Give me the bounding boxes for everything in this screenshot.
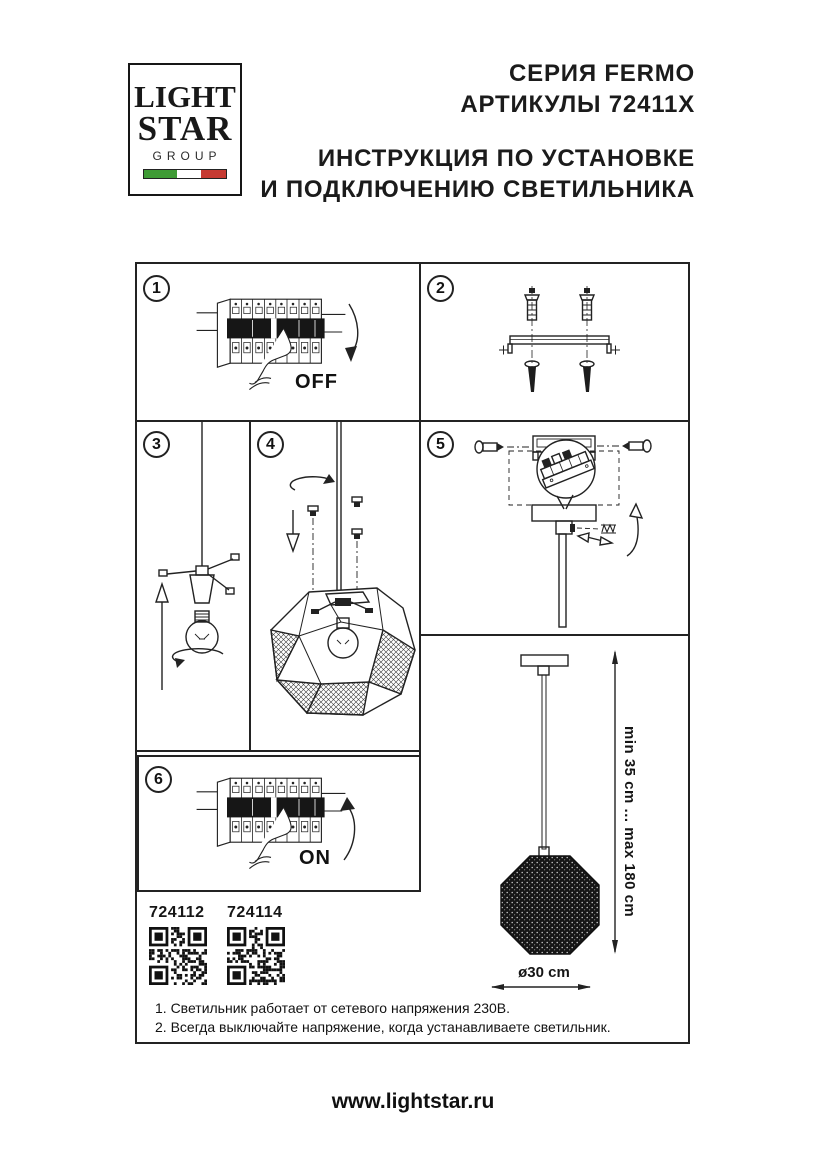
breaker-on-drawing	[137, 755, 421, 892]
safety-notes	[155, 999, 611, 1037]
arrow-down-icon	[287, 510, 299, 551]
flag-green-segment	[144, 170, 177, 178]
faceted-shade-icon	[271, 588, 415, 715]
step-2-panel	[421, 264, 688, 420]
pendant-drawing	[421, 636, 688, 1046]
logo-word-star: STAR	[137, 109, 233, 148]
breaker-off-drawing	[137, 264, 419, 420]
lamp-holder-icon	[159, 554, 239, 603]
articles-title: АРТИКУЛЫ 72411X	[460, 91, 695, 118]
pendant-dimensions-panel	[421, 636, 688, 1046]
rotate-arrow-icon	[173, 649, 223, 668]
step-1-badge: 1	[143, 275, 170, 302]
height-dimension-line	[612, 650, 618, 954]
step-4-badge: 4	[257, 431, 284, 458]
flag-red-segment	[201, 170, 226, 178]
arrow-down-icon	[345, 304, 358, 362]
step-3-panel	[137, 422, 249, 750]
step-6-panel	[137, 755, 421, 892]
ceiling-canopy-icon	[521, 655, 568, 675]
step-4-panel	[251, 422, 419, 750]
series-title: СЕРИЯ FERMO	[509, 60, 695, 87]
screw-icon	[580, 361, 594, 392]
on-label: ON	[299, 847, 331, 869]
step-5-panel	[421, 422, 688, 634]
note-line-2: 2. Всегда выключайте напряжение, когда устанавливаете светильник.	[155, 1019, 611, 1035]
canopy-mount-drawing	[421, 422, 688, 634]
rotate-arrow-icon	[290, 474, 335, 490]
bracket-hardware-drawing	[421, 264, 688, 420]
arrow-up-icon	[340, 797, 355, 860]
height-range-label: min 35 cm ... max 180 cm	[621, 726, 638, 918]
diameter-dimension-line	[491, 984, 591, 990]
step-5-badge: 5	[427, 431, 454, 458]
bulb-install-drawing	[137, 422, 249, 750]
instruction-sheet	[135, 262, 690, 1044]
ceiling-canopy-icon	[532, 505, 596, 627]
off-label: OFF	[295, 371, 338, 393]
screw-icon	[525, 361, 539, 392]
light-bulb-icon	[186, 611, 218, 653]
logo-word-light: LIGHT	[134, 79, 236, 114]
step-6-badge: 6	[145, 766, 172, 793]
logo-word-group: GROUP	[152, 149, 222, 163]
mounting-bar-icon	[499, 336, 620, 355]
instruction-title-line1: ИНСТРУКЦИЯ ПО УСТАНОВКЕ	[317, 145, 695, 172]
website-url: www.lightstar.ru	[331, 1090, 495, 1113]
qr-code	[149, 927, 207, 985]
article-number-2: 724114	[227, 904, 283, 921]
lightstar-logo	[128, 63, 242, 196]
note-line-1: 1. Светильник работает от сетевого напряжения 230В.	[155, 1000, 511, 1016]
suspension-cable	[337, 422, 341, 598]
qr-code	[227, 927, 285, 985]
document-header	[260, 58, 695, 205]
instruction-title-line2: И ПОДКЛЮЧЕНИЮ СВЕТИЛЬНИКА	[260, 176, 695, 203]
article-number-1: 724112	[149, 904, 205, 921]
step-1-panel	[137, 264, 419, 420]
screw-icon	[597, 440, 651, 452]
step-3-badge: 3	[143, 431, 170, 458]
octagon-shade-icon	[501, 856, 599, 954]
arrow-up-icon	[156, 584, 168, 690]
flag-white-segment	[177, 170, 202, 178]
suspension-cable	[542, 675, 546, 849]
shade-attach-drawing	[251, 422, 419, 750]
step-2-badge: 2	[427, 275, 454, 302]
rotate-arrow-icon	[627, 504, 642, 556]
terminal-block-balloon	[536, 440, 595, 509]
qr-section	[147, 896, 421, 996]
set-screw-icon	[577, 525, 616, 533]
slide-arrows-icon	[578, 533, 612, 545]
divider-step34-bottom	[137, 750, 421, 752]
italian-flag-stripe	[143, 169, 227, 179]
diameter-label: ø30 cm	[518, 964, 570, 981]
